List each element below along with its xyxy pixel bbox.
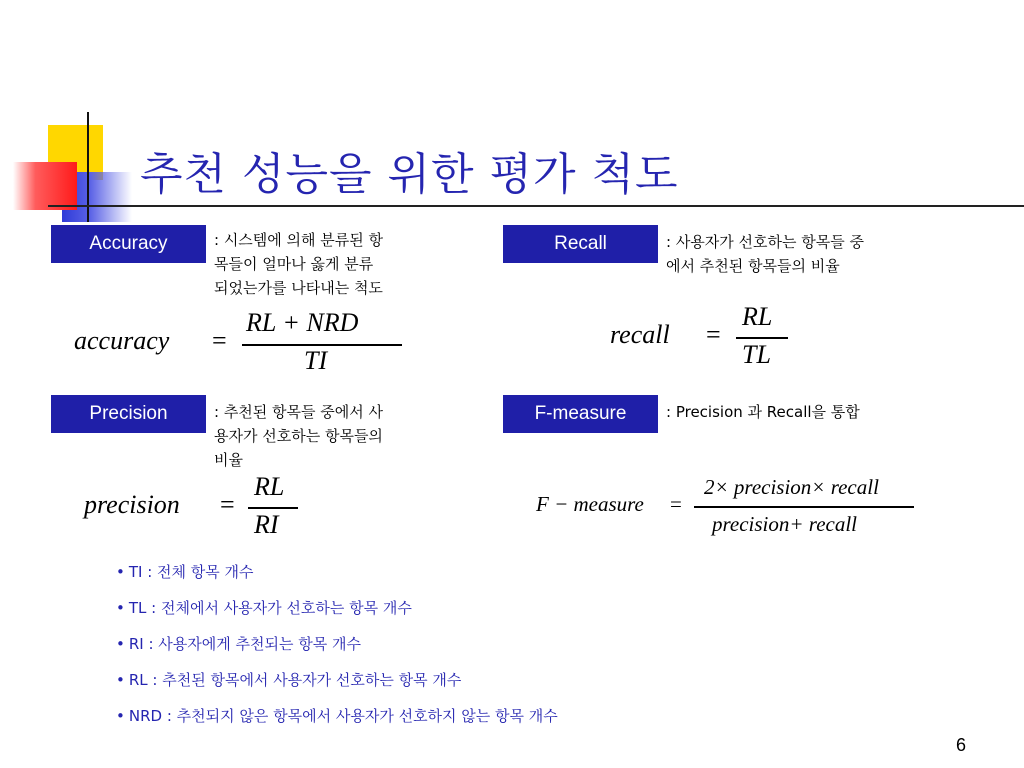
bullet-dot: • — [116, 563, 125, 581]
precision-desc-line: : 추천된 항목들 중에서 사 — [214, 403, 384, 421]
precision-formula-lhs: precision — [84, 490, 180, 519]
precision-desc-line: 비율 — [214, 451, 243, 469]
precision-formula — [84, 472, 324, 544]
recall-label: Recall — [503, 225, 658, 263]
recall-description — [666, 230, 864, 278]
bullet-dot: • — [116, 635, 125, 653]
definition-text: TL : 전체에서 사용자가 선호하는 항목 개수 — [128, 599, 412, 617]
list-item — [116, 668, 558, 704]
precision-formula-eq: = — [220, 490, 235, 519]
recall-formula-denominator: TL — [742, 340, 771, 369]
recall-desc-line: 에서 추천된 항목들의 비율 — [666, 257, 840, 275]
precision-label: Precision — [51, 395, 206, 433]
fmeasure-formula-numerator: 2× precision× recall — [704, 475, 879, 499]
accuracy-formula-numerator: RL + NRD — [246, 308, 359, 337]
list-item — [116, 596, 558, 632]
fmeasure-label: F-measure — [503, 395, 658, 433]
title-underline — [48, 205, 1024, 207]
slide-title: 추천 성능을 위한 평가 척도 — [140, 149, 679, 200]
precision-formula-denominator: RI — [254, 510, 279, 539]
bullet-dot: • — [116, 707, 125, 725]
accuracy-desc-line: 되었는가를 나타내는 척도 — [214, 279, 383, 297]
definition-text: RL : 추천된 항목에서 사용자가 선호하는 항목 개수 — [128, 671, 462, 689]
page-number: 6 — [955, 735, 966, 755]
fmeasure-formula — [536, 472, 936, 544]
bullet-dot: • — [116, 599, 125, 617]
fmeasure-fraction-bar — [694, 506, 914, 508]
accuracy-formula — [74, 308, 414, 378]
recall-desc-line: : 사용자가 선호하는 항목들 중 — [666, 233, 865, 251]
definition-list — [116, 560, 558, 740]
list-item — [116, 560, 558, 596]
definition-text: NRD : 추천되지 않은 항목에서 사용자가 선호하지 않는 항목 개수 — [128, 707, 558, 725]
precision-desc-line: 용자가 선호하는 항목들의 — [214, 427, 383, 445]
accuracy-formula-lhs: accuracy — [74, 326, 170, 355]
fmeasure-formula-denominator: precision+ recall — [712, 512, 858, 536]
decor-red-square — [13, 162, 77, 210]
precision-description — [214, 400, 383, 472]
precision-fraction-bar — [248, 507, 298, 509]
accuracy-formula-eq: = — [212, 326, 227, 355]
recall-formula — [610, 302, 810, 374]
fmeasure-description: : Precision 과 Recall을 통합 — [666, 403, 860, 421]
bullet-dot: • — [116, 671, 125, 689]
accuracy-desc-line: 목들이 얼마나 옳게 분류 — [214, 255, 374, 273]
definition-text: RI : 사용자에게 추천되는 항목 개수 — [128, 635, 361, 653]
fmeasure-formula-lhs: F − measure — [536, 492, 644, 516]
accuracy-desc-line: : 시스템에 의해 분류된 항 — [214, 231, 384, 249]
fmeasure-formula-eq: = — [670, 492, 682, 516]
accuracy-label: Accuracy — [51, 225, 206, 263]
recall-formula-lhs: recall — [610, 320, 670, 349]
accuracy-description — [214, 228, 383, 300]
precision-formula-numerator: RL — [254, 472, 285, 501]
recall-formula-eq: = — [706, 320, 721, 349]
definition-text: TI : 전체 항목 개수 — [128, 563, 254, 581]
list-item — [116, 632, 558, 668]
recall-fraction-bar — [736, 337, 788, 339]
accuracy-formula-denominator: TI — [304, 346, 328, 375]
recall-formula-numerator: RL — [742, 302, 773, 331]
list-item — [116, 704, 558, 740]
